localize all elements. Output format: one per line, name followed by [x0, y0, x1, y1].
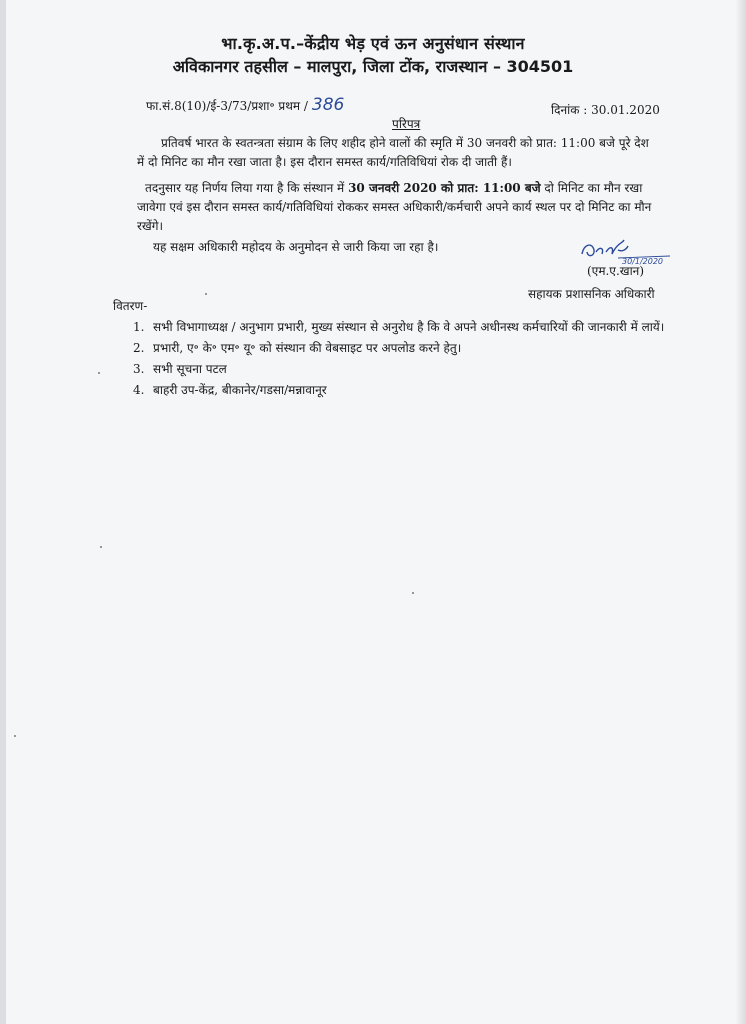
scan-speck — [100, 546, 102, 548]
scan-speck — [205, 293, 207, 295]
circular-date: दिनांक : 30.01.2020 — [551, 103, 660, 117]
paragraph-1: प्रतिवर्ष भारत के स्वतन्त्रता संग्राम के लिए शहीद होने वालों की स्मृति में 30 जनवरी को प्रात: 11:00 बजे पूरे देश में दो मिनिट का मौन रखा जाता है। इस दौरान समस्त कार्य/गतिविधियां रोक दी जाती हैं। — [137, 136, 649, 169]
signatory-name: (एम.ए.खान) — [587, 264, 645, 278]
list-item: 1. सभी विभागाध्यक्ष / अनुभाग प्रभारी, मुख्य संस्थान से अनुरोध है कि वे अपने अधीनस्थ कर्मचारियों की जानकारी में लायें। — [133, 320, 665, 334]
svg-text:30/1/2020: 30/1/2020 — [622, 257, 664, 266]
scan-speck — [14, 735, 16, 737]
paragraph-2: तदनुसार यह निर्णय लिया गया है कि संस्थान में 30 जनवरी 2020 को प्रात: 11:00 बजे दो मिनिट का मौन रखा जावेगा एवं इस दौरान समस्त कार्य/गतिविधियां रोककर समस्त अधिकारी/कर्मचारी अपने कार्य स्थल पर दो मिनिट का मौन रखेंगे। — [137, 181, 652, 233]
signatory-designation: सहायक प्रशासनिक अधिकारी — [528, 287, 655, 301]
institute-address: अविकानगर तहसील – मालपुरा, जिला टोंक, राजस्थान – 304501 — [172, 57, 574, 76]
distribution-label: वितरण- — [113, 299, 148, 313]
handwritten-dispatch-number: 386 — [311, 95, 345, 115]
list-item: 2. प्रभारी, ए॰ के॰ एम॰ यू॰ को संस्थान की वेबसाइट पर अपलोड करने हेतु। — [133, 341, 462, 355]
scan-speck — [412, 592, 414, 594]
circular-subject: परिपत्र — [392, 117, 421, 131]
scan-speck — [98, 372, 100, 374]
list-item: 3. सभी सूचना पटल — [133, 362, 227, 376]
list-item: 4. बाहरी उप-केंद्र, बीकानेर/गडसा/मन्नावानूर — [133, 383, 327, 397]
highlight-time: 30 जनवरी 2020 को प्रात: 11:00 बजे — [348, 181, 541, 195]
institute-name: भा.कृ.अ.प.–केंद्रीय भेड़ एवं ऊन अनुसंधान संस्थान — [221, 34, 525, 53]
distribution-list — [133, 317, 664, 401]
approval-note: यह सक्षम अधिकारी महोदय के अनुमोदन से जारी किया जा रहा है। — [153, 240, 439, 254]
page-left-edge — [0, 0, 6, 1024]
file-reference — [146, 95, 344, 115]
page-right-edge — [736, 0, 746, 1024]
file-number: फा.सं.8(10)/ई-3/73/प्रशा॰ प्रथम / — [146, 99, 308, 113]
